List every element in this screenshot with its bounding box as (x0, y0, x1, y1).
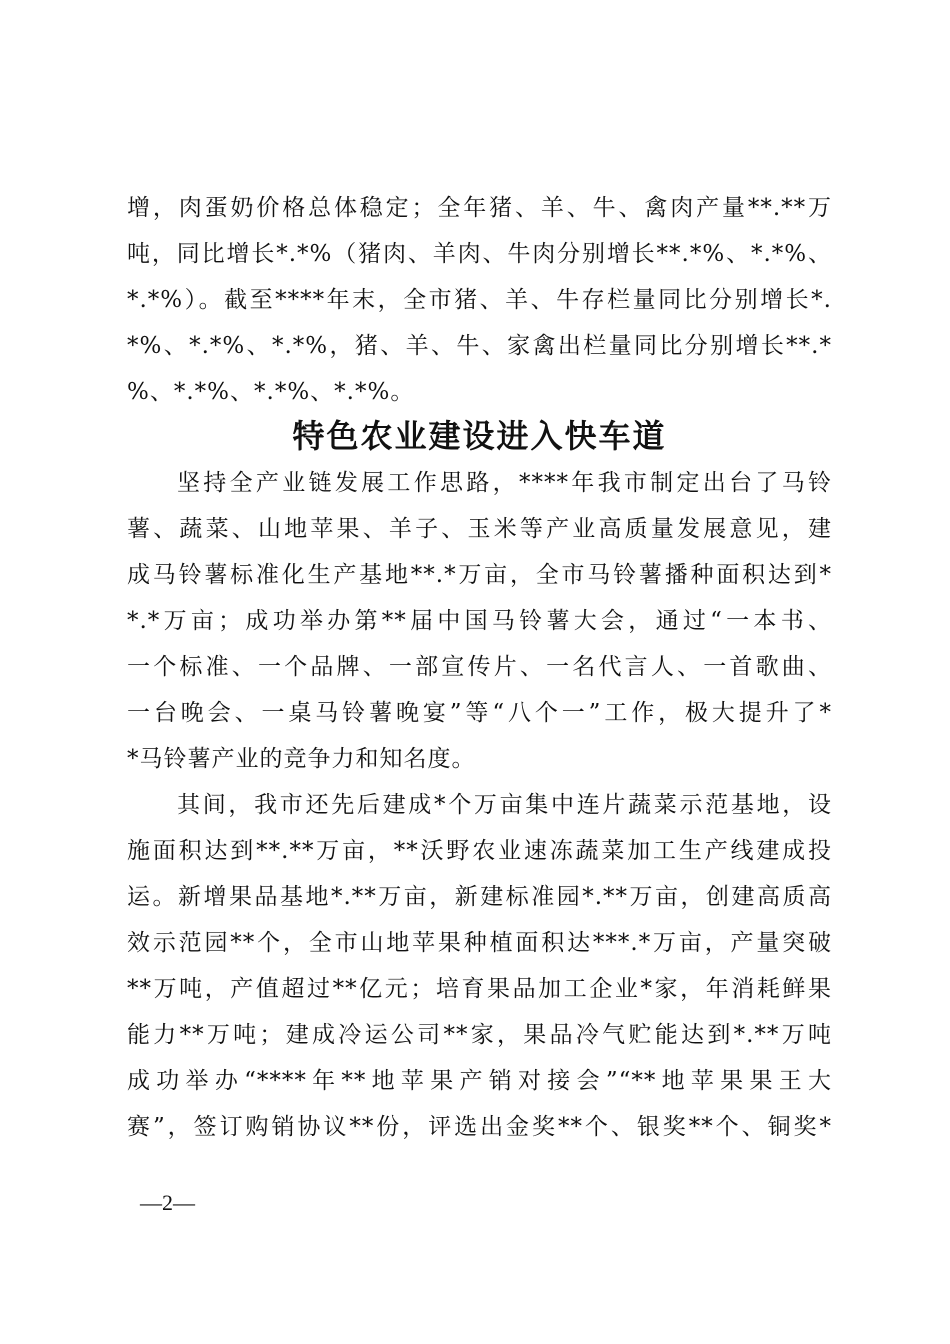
paragraph3-line-2: 施面积达到**.**万亩，**沃野农业速冻蔬菜加工生产线建成投 (127, 838, 832, 864)
paragraph1-line-5: %、*.*%、*.*%、*.*%。 (127, 379, 415, 405)
page-number: —2— (140, 1190, 195, 1215)
paragraph1-line-2: 吨，同比增长*.*%（猪肉、羊肉、牛肉分别增长**.*%、*.*%、 (127, 241, 832, 267)
paragraph3-line-3: 运。新增果品基地*.**万亩，新建标准园*.**万亩，创建高质高 (127, 884, 832, 910)
paragraph2-line-1: 坚持全产业链发展工作思路，****年我市制定出台了马铃 (177, 470, 832, 496)
section-heading: 特色农业建设进入快车道 (292, 417, 667, 455)
paragraph2-line-6: 一台晚会、一桌马铃薯晚宴”等“八个一”工作，极大提升了* (127, 700, 832, 726)
paragraph2-line-7: *马铃薯产业的竞争力和知名度。 (127, 746, 476, 772)
paragraph1-line-1: 增，肉蛋奶价格总体稳定；全年猪、羊、牛、禽肉产量**.**万 (127, 195, 832, 221)
paragraph3-line-7: 成功举办“****年**地苹果产销对接会”“**地苹果果王大 (127, 1068, 832, 1094)
paragraph3-line-1: 其间，我市还先后建成*个万亩集中连片蔬菜示范基地，设 (177, 792, 832, 818)
paragraph3-line-5: **万吨，产值超过**亿元；培育果品加工企业*家，年消耗鲜果 (127, 976, 832, 1002)
paragraph3-line-4: 效示范园**个，全市山地苹果种植面积达***.*万亩，产量突破 (127, 930, 832, 956)
paragraph2-line-4: *.*万亩；成功举办第**届中国马铃薯大会，通过“一本书、 (127, 608, 832, 634)
paragraph3-line-6: 能力**万吨；建成冷运公司**家，果品冷气贮能达到*.**万吨 (127, 1022, 832, 1048)
paragraph2-line-5: 一个标准、一个品牌、一部宣传片、一名代言人、一首歌曲、 (127, 654, 832, 680)
paragraph1-line-4: *%、*.*%、*.*%，猪、羊、牛、家禽出栏量同比分别增长**.* (127, 333, 832, 359)
paragraph3-line-8: 赛”，签订购销协议**份，评选出金奖**个、银奖**个、铜奖* (127, 1114, 832, 1140)
paragraph1-line-3: *.*%）。截至****年末，全市猪、羊、牛存栏量同比分别增长*. (127, 287, 832, 313)
paragraph2-line-2: 薯、蔬菜、山地苹果、羊子、玉米等产业高质量发展意见，建 (127, 516, 832, 542)
paragraph2-line-3: 成马铃薯标准化生产基地**.*万亩，全市马铃薯播种面积达到* (127, 562, 832, 588)
